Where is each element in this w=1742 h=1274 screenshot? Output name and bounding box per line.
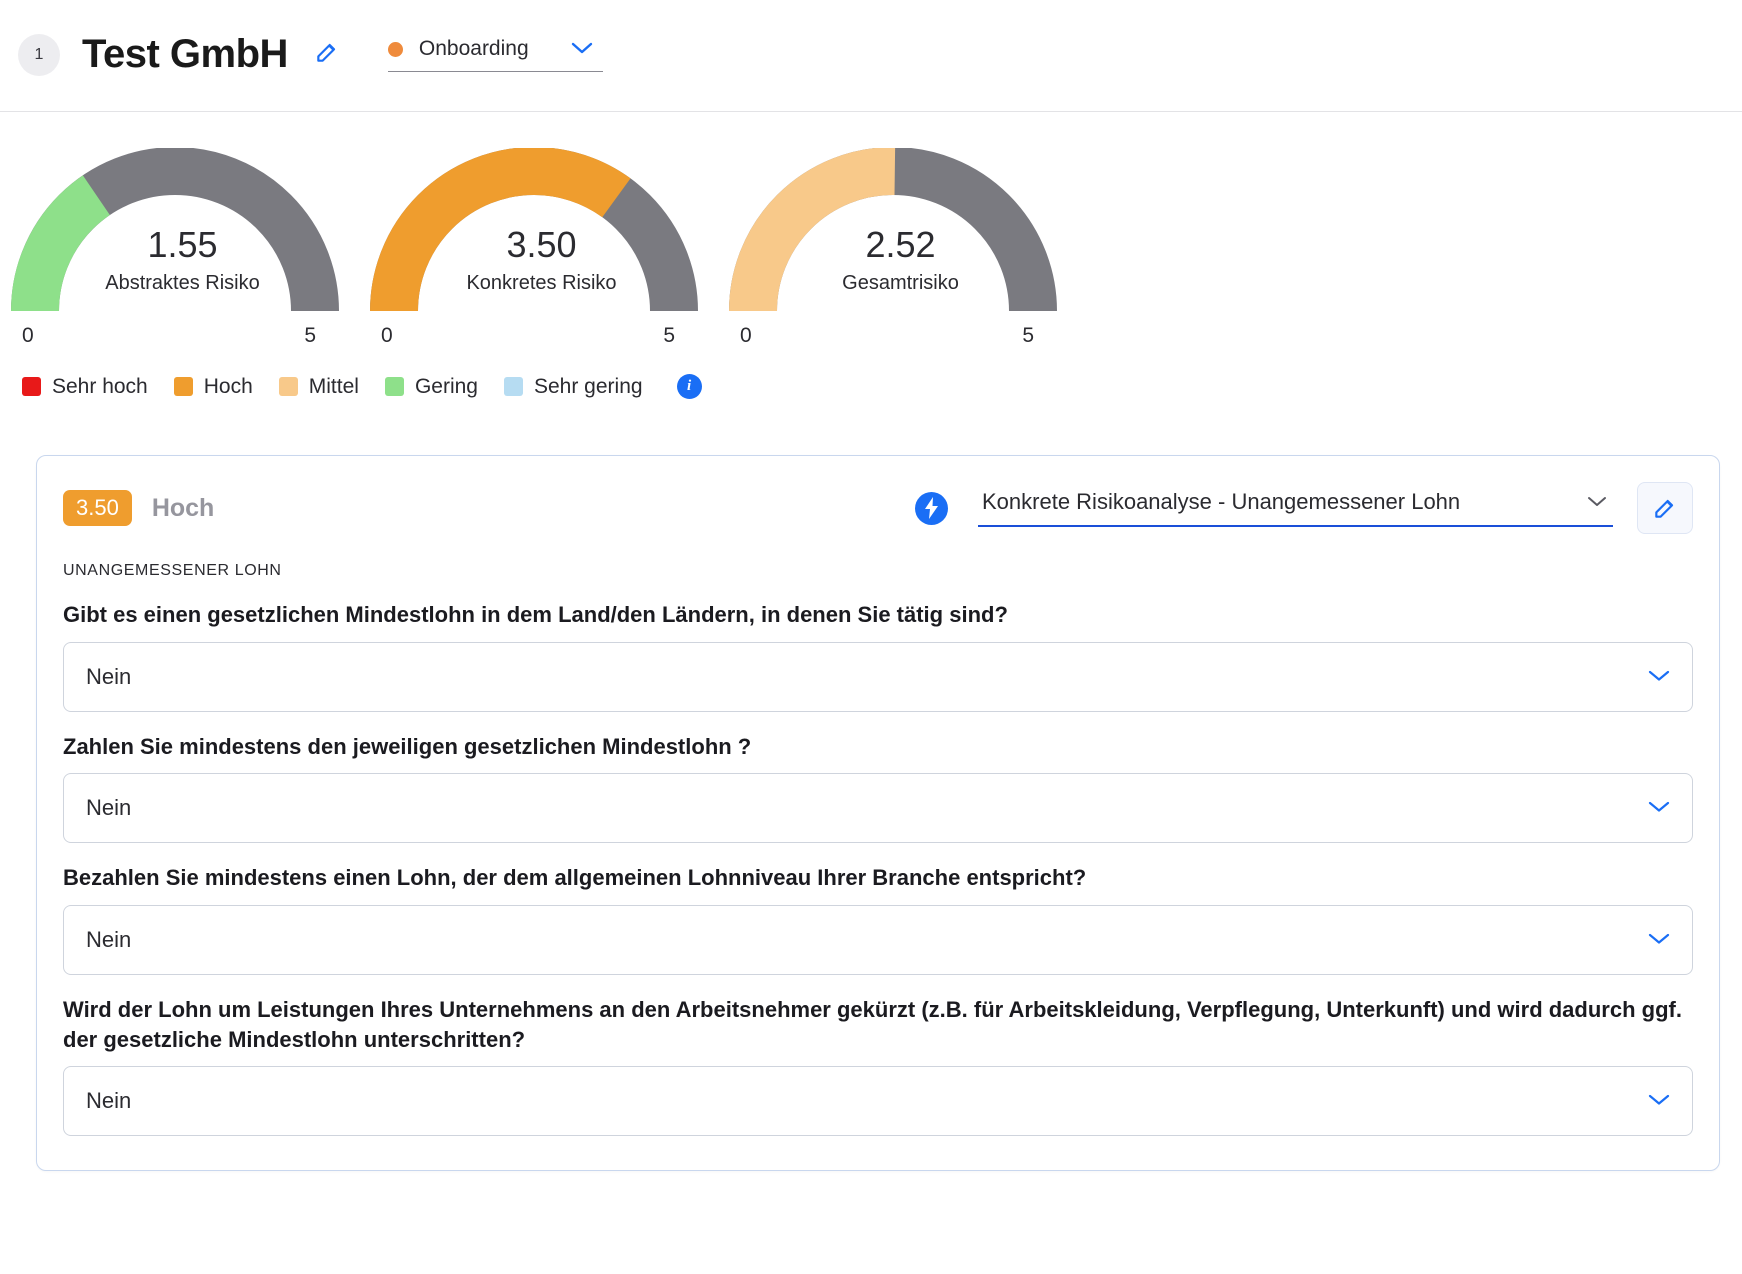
analysis-select-value: Konkrete Risikoanalyse - Unangemessener Lohn [982, 489, 1461, 514]
chevron-down-icon[interactable] [571, 41, 593, 58]
gauge-min: 0 [22, 324, 34, 347]
gauge-graphic [728, 148, 1073, 318]
gauge-label: Gesamtrisiko [842, 271, 959, 294]
gauge-graphic [369, 148, 714, 318]
gauge-max: 5 [304, 324, 316, 347]
gauge-label: Konkretes Risiko [466, 271, 617, 294]
card-header [63, 482, 1693, 534]
pencil-icon[interactable] [314, 39, 340, 70]
chevron-down-icon-glyph [1648, 800, 1670, 813]
legend-item [504, 375, 643, 399]
legend-swatch-icon [174, 377, 193, 396]
gauge-center-text [10, 226, 355, 295]
chevron-down-icon[interactable] [1648, 798, 1670, 818]
legend-label: Sehr gering [533, 374, 643, 398]
company-index-label: 1 [34, 45, 44, 63]
chevron-down-icon-glyph [1648, 932, 1670, 945]
legend-item [279, 375, 359, 399]
gauge-gesamtrisiko [728, 148, 1073, 348]
section-kicker: UNANGEMESSENER LOHN [63, 562, 282, 579]
chevron-down-icon[interactable] [1587, 494, 1607, 510]
gauge-scale [10, 318, 338, 348]
status-select-value [388, 37, 529, 61]
legend-swatch-icon [504, 377, 523, 396]
legend-label: Hoch [203, 374, 253, 398]
answer-select-1[interactable] [63, 642, 1693, 712]
legend-item [385, 375, 478, 399]
risk-analysis-card [36, 455, 1720, 1171]
edit-analysis-button[interactable] [1637, 482, 1693, 534]
chevron-down-icon-glyph [571, 41, 593, 55]
gauge-value: 3.50 [506, 224, 577, 265]
question-label: Bezahlen Sie mindestens einen Lohn, der dem allgemeinen Lohnniveau Ihrer Branche entspricht? [63, 865, 1087, 891]
score-value: 3.50 [76, 494, 119, 520]
answer-value: Nein [86, 927, 132, 953]
answer-select-2[interactable] [63, 773, 1693, 843]
gauge-scale [369, 318, 697, 348]
info-icon[interactable] [677, 374, 702, 399]
gauge-value: 2.52 [865, 224, 936, 265]
analysis-select[interactable] [978, 489, 1613, 527]
status-badge [63, 490, 132, 526]
legend-label: Sehr hoch [52, 374, 148, 398]
question-label: Gibt es einen gesetzlichen Mindestlohn in dem Land/den Ländern, in denen Sie tätig sind? [63, 602, 1008, 627]
risk-gauges [0, 112, 1742, 348]
risk-legend [0, 348, 1742, 399]
chevron-down-icon-glyph [1587, 495, 1607, 507]
legend-swatch-icon [22, 377, 41, 396]
bolt-icon[interactable] [915, 492, 948, 525]
answer-value: Nein [86, 1088, 132, 1114]
pencil-icon-glyph [314, 39, 340, 65]
page-header [0, 0, 1742, 112]
gauge-konkretes-risiko [369, 148, 714, 348]
question-label: Wird der Lohn um Leistungen Ihres Unternehmens an den Arbeitsnehmer gekürzt (z.B. für Arbeitskleidung, Verpflegung, Unterkunft) und wird dadurch ggf. der gesetzliche Mindestlohn unterschritten? [63, 997, 1682, 1052]
gauge-min: 0 [740, 324, 752, 347]
pencil-icon [1652, 495, 1678, 521]
gauge-center-text [369, 226, 714, 295]
gauge-max: 5 [663, 324, 675, 347]
card-header-actions [915, 482, 1693, 534]
chevron-down-icon-glyph [1648, 1093, 1670, 1106]
legend-swatch-icon [385, 377, 404, 396]
status-dot-icon [388, 42, 403, 57]
bolt-icon-glyph [924, 497, 940, 519]
gauge-graphic [10, 148, 355, 318]
answer-value: Nein [86, 663, 132, 689]
chevron-down-icon[interactable] [1648, 930, 1670, 950]
gauge-center-text [728, 226, 1073, 295]
chevron-down-icon[interactable] [1648, 667, 1670, 687]
gauge-abstraktes-risiko [10, 148, 355, 348]
chevron-down-icon[interactable] [1648, 1091, 1670, 1111]
legend-swatch-icon [279, 377, 298, 396]
gauge-scale [728, 318, 1056, 348]
gauge-min: 0 [381, 324, 393, 347]
gauge-max: 5 [1022, 324, 1034, 347]
question-label: Zahlen Sie mindestens den jeweiligen gesetzlichen Mindestlohn ? [63, 733, 752, 759]
chevron-down-icon-glyph [1648, 669, 1670, 682]
company-index-badge [18, 34, 60, 76]
score-word-label: Hoch [151, 493, 215, 522]
legend-item [22, 375, 148, 399]
legend-item [174, 375, 253, 399]
answer-select-3[interactable] [63, 905, 1693, 975]
status-label: Onboarding [418, 37, 529, 60]
status-select[interactable] [388, 37, 603, 72]
gauge-label: Abstraktes Risiko [105, 271, 260, 294]
answer-value: Nein [86, 795, 132, 821]
answer-select-4[interactable] [63, 1066, 1693, 1136]
gauge-value: 1.55 [147, 224, 218, 265]
legend-label: Mittel [308, 374, 359, 398]
info-icon-label: i [686, 378, 692, 394]
page-title: Test GmbH [82, 32, 288, 76]
legend-label: Gering [414, 374, 478, 398]
